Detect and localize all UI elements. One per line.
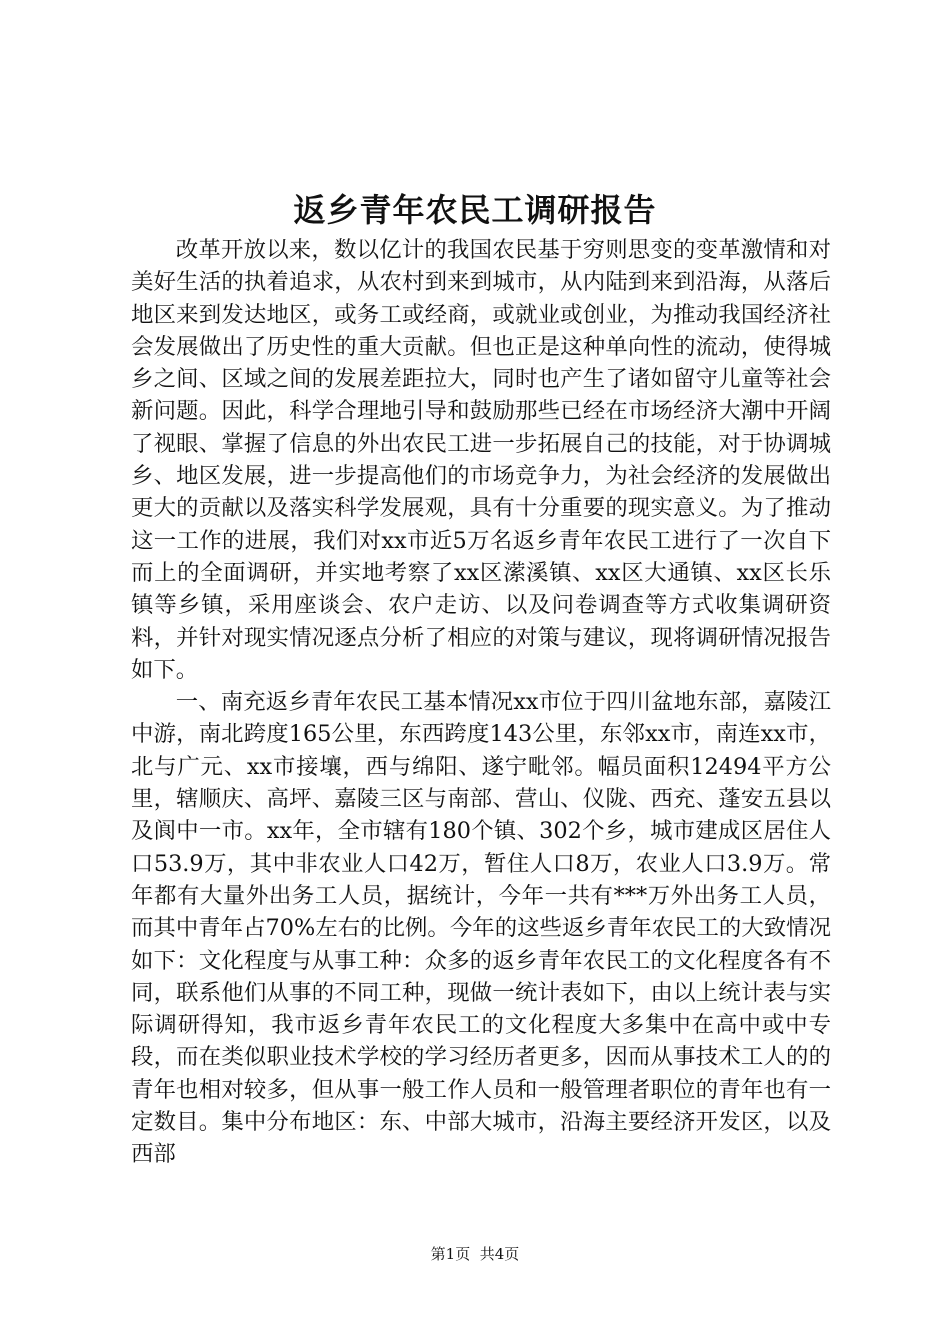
- document-body: [131, 234, 831, 1171]
- page-total: 共4页: [479, 1245, 520, 1263]
- paragraph-section-1: 一、南充返乡青年农民工基本情况xx市位于四川盆地东部，嘉陵江中游，南北跨度165公里，东西跨度143公里，东邻xx市，南连xx市，北与广元、xx市接壤，西与绵阳、遂宁毗邻。幅员面积12494平方公里，辖顺庆、高坪、嘉陵三区与南部、营山、仪陇、西充、蓬安五县以及阆中一市。xx年，全市辖有180个镇、302个乡，城市建成区居住人口53.9万，其中非农业人口42万，暂住人口8万，农业人口3.9万。常年都有大量外出务工人员，据统计，今年一共有***万外出务工人员，而其中青年占70%左右的比例。今年的这些返乡青年农民工的大致情况如下：文化程度与从事工种：众多的返乡青年农民工的文化程度各有不同，联系他们从事的不同工种，现做一统计表如下，由以上统计表与实际调研得知，我市返乡青年农民工的文化程度大多集中在高中或中专段，而在类似职业技术学校的学习经历者更多，因而从事技术工人的的青年也相对较多，但从事一般工作人员和一般管理者职位的青年也有一定数目。集中分布地区：东、中部大城市，沿海主要经济开发区，以及西部: [131, 689, 831, 1168]
- paragraph-intro: 改革开放以来，数以亿计的我国农民基于穷则思变的变革激情和对美好生活的执着追求，从农村到来到城市，从内陆到来到沿海，从落后地区来到发达地区，或务工或经商，或就业或创业，为推动我国经济社会发展做出了历史性的重大贡献。但也正是这种单向性的流动，使得城乡之间、区域之间的发展差距拉大，同时也产生了诸如留守儿童等社会新问题。因此，科学合理地引导和鼓励那些已经在市场经济大潮中开阔了视眼、掌握了信息的外出农民工进一步拓展自己的技能，对于协调城乡、地区发展，进一步提高他们的市场竞争力，为社会经济的发展做出更大的贡献以及落实科学发展观，具有十分重要的现实意义。为了推动这一工作的进展，我们对xx市近5万名返乡青年农民工进行了一次自下而上的全面调研，并实地考察了xx区潆溪镇、xx区大通镇、xx区长乐镇等乡镇，采用座谈会、农户走访、以及问卷调查等方式收集调研资料，并针对现实情况逐点分析了相应的对策与建议，现将调研情况报告如下。: [131, 237, 831, 683]
- page-number: 第1页: [430, 1245, 471, 1263]
- page-title: 返乡青年农民工调研报告: [293, 191, 657, 229]
- page-footer: [0, 1244, 950, 1264]
